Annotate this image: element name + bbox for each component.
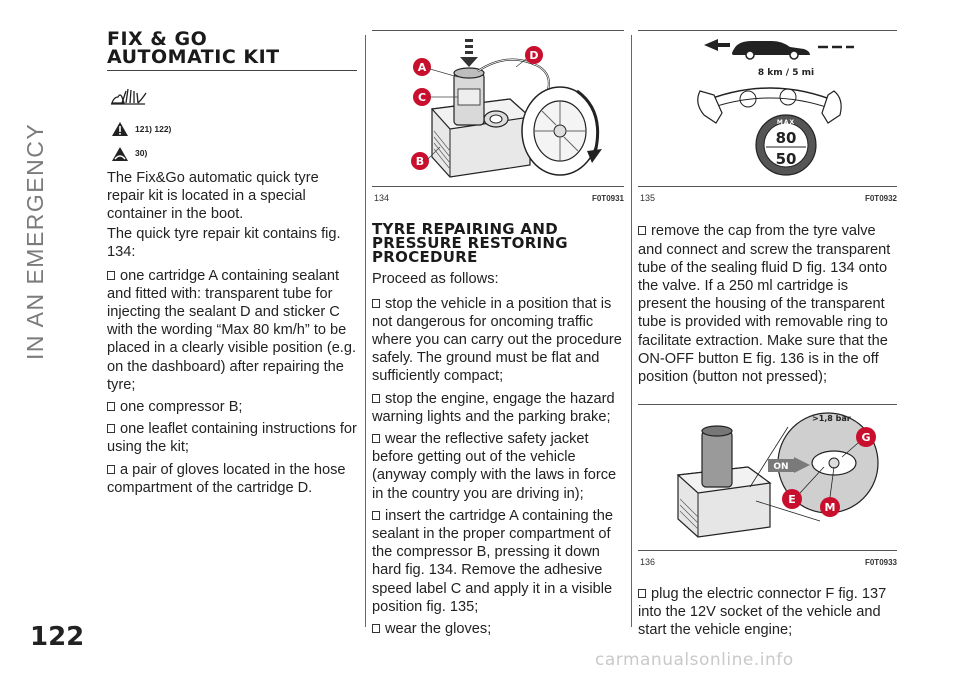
column-1 bbox=[107, 30, 357, 501]
compressor-button-illustration bbox=[638, 405, 897, 545]
tyre-repair-kit-illustration bbox=[372, 31, 624, 181]
list-item: one leaflet containing instructions for using the kit; bbox=[107, 421, 357, 456]
checkbox-bullet-icon bbox=[107, 402, 115, 411]
figure-caption bbox=[638, 551, 897, 572]
label-m: M bbox=[824, 501, 836, 515]
figure-caption bbox=[638, 187, 897, 208]
caution-symbol-icon bbox=[111, 146, 129, 162]
procedure-intro: Proceed as follows: bbox=[372, 271, 499, 288]
label-d: D bbox=[529, 49, 539, 62]
list-item: one cartridge A containing sealant and fitted with: transparent tube for injecting the sealant D and sticker C with the wording “Max 80 km/h” to be placed in a clearly visible position (e.g. on the dashboard) after repairing the tyre; bbox=[107, 267, 357, 393]
figure-number: 135 bbox=[640, 193, 656, 204]
label-e: E bbox=[788, 493, 796, 507]
list-item: remove the cap from the tyre valve and connect and screw the transparent tube of the sealing fluid D fig. 134 onto the valve. If a 250 ml cartridge is present the housing of the transparent tube is provided with removable ring to facilitate extraction. Make sure that the ON-OFF button E fig. 136 is in the off position (button not pressed); bbox=[638, 223, 891, 386]
list-item: one compressor B; bbox=[107, 398, 357, 416]
checkbox-bullet-icon bbox=[372, 511, 380, 520]
list-item: a pair of gloves located in the hose compartment of the cartridge D. bbox=[107, 461, 346, 496]
figure-135 bbox=[638, 30, 897, 208]
list-item: plug the electric connector F fig. 137 into the 12V socket of the vehicle and start the vehicle engine; bbox=[638, 585, 887, 639]
figure-code: F0T0933 bbox=[864, 558, 897, 568]
distance-label: 8 km / 5 mi bbox=[757, 68, 815, 78]
column-divider-1 bbox=[365, 35, 366, 627]
speed-label-illustration bbox=[638, 31, 897, 181]
label-a: A bbox=[417, 61, 427, 74]
sticker-max-label: MAX bbox=[776, 119, 796, 126]
list-item: stop the engine, engage the hazard warning lights and the parking brake; bbox=[372, 390, 615, 425]
page-number: 122 bbox=[30, 622, 85, 652]
list-item: stop the vehicle in a position that is not dangerous for oncoming traffic where you can carry out the procedure safely. The ground must be flat and sufficiently compact; bbox=[372, 295, 622, 385]
on-button-label: ON bbox=[773, 462, 789, 473]
intro-paragraph-1: The Fix&Go automatic quick tyre repair kit is located in a special container in the boot. bbox=[107, 169, 319, 223]
pressure-label: >1,8 bar bbox=[812, 414, 851, 424]
figure-code: F0T0931 bbox=[591, 194, 624, 204]
warning-row-1 bbox=[111, 120, 357, 138]
figure-136 bbox=[638, 404, 897, 572]
checkbox-bullet-icon bbox=[107, 465, 115, 474]
section-title-tyre-repair: TYRE REPAIRING AND PRESSURE RESTORING PROCEDURE bbox=[372, 220, 568, 267]
column-3 bbox=[638, 30, 897, 643]
checkbox-bullet-icon bbox=[107, 424, 115, 433]
checkbox-bullet-icon bbox=[372, 299, 380, 308]
sticker-min-speed: 50 bbox=[775, 150, 797, 168]
checkbox-bullet-icon bbox=[107, 271, 115, 280]
intro-paragraph-2: The quick tyre repair kit contains fig. 134: bbox=[107, 226, 341, 261]
footer-watermark: carmanualsonline.info bbox=[595, 650, 794, 670]
warning-triangle-icon bbox=[111, 121, 129, 137]
checkbox-bullet-icon bbox=[638, 226, 646, 235]
warning-refs-1: 121) 122) bbox=[135, 124, 172, 135]
column-2 bbox=[372, 30, 624, 642]
checkbox-bullet-icon bbox=[372, 434, 380, 443]
figure-code: F0T0932 bbox=[864, 194, 897, 204]
figure-number: 136 bbox=[640, 557, 656, 568]
label-b: B bbox=[415, 155, 425, 168]
list-item: wear the gloves; bbox=[372, 620, 624, 638]
section-title-fix-go: FIX & GO AUTOMATIC KIT bbox=[107, 28, 280, 68]
checkbox-bullet-icon bbox=[638, 589, 646, 598]
warning-row-2 bbox=[111, 144, 357, 162]
label-c: C bbox=[417, 91, 427, 104]
section-side-title: IN AN EMERGENCY bbox=[22, 122, 48, 360]
figure-134 bbox=[372, 30, 624, 208]
figure-caption bbox=[372, 187, 624, 208]
checkbox-bullet-icon bbox=[372, 624, 380, 633]
gloves-symbol-icon bbox=[108, 85, 154, 107]
list-item: insert the cartridge A containing the sealant in the proper compartment of the compressor B, pressing it down hard fig. 134. Remove the adhesive speed label C and apply it in a visible position fig. 135; bbox=[372, 507, 613, 615]
title-underline bbox=[107, 70, 357, 71]
warning-refs-2: 30) bbox=[135, 148, 148, 159]
sticker-speed: 80 bbox=[775, 129, 797, 147]
checkbox-bullet-icon bbox=[372, 394, 380, 403]
figure-number: 134 bbox=[374, 193, 390, 204]
column-divider-2 bbox=[631, 35, 632, 627]
list-item: wear the reflective safety jacket before getting out of the vehicle (anyway comply with the laws in force in the country you are driving in); bbox=[372, 431, 617, 502]
label-g: G bbox=[861, 431, 871, 445]
